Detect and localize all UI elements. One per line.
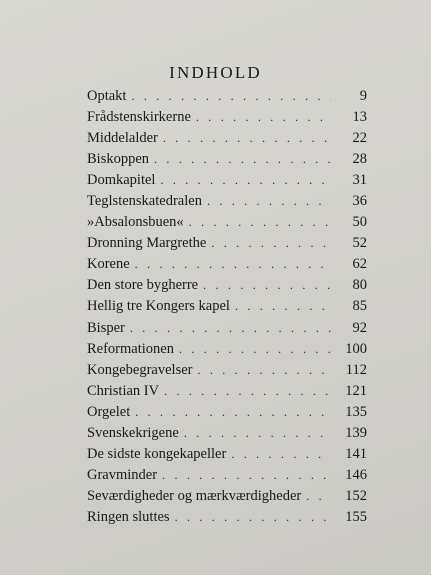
toc-entry-page-number: 121: [345, 382, 367, 399]
toc-entry: [87, 402, 367, 423]
toc-entry: [87, 149, 367, 170]
toc-entry: [87, 86, 367, 107]
toc-entry: [87, 233, 367, 254]
toc-leader-dots: [135, 254, 331, 275]
toc-entry: [87, 381, 367, 402]
toc-leader-dots: [175, 507, 331, 528]
toc-entry: [87, 296, 367, 317]
toc-leader-dots: [203, 275, 331, 296]
toc-leader-dots: [131, 86, 331, 107]
toc-entry-page-number: 52: [352, 235, 367, 252]
toc-leader-dots: [197, 360, 331, 381]
toc-entry-page-number: 13: [352, 109, 367, 126]
toc-entry-title: Korene: [87, 256, 130, 273]
toc-entry-title: Svenskekrigene: [87, 424, 179, 441]
toc-entry-page-number: 152: [345, 487, 367, 504]
toc-entry-page-number: 62: [352, 256, 367, 273]
toc-leader-dots: [164, 381, 331, 402]
toc-entry-title: Den store bygherre: [87, 277, 199, 294]
toc-entry: [87, 423, 367, 444]
toc-entry-title: De sidste kongekapeller: [87, 445, 227, 462]
toc-entry: [87, 170, 367, 191]
toc-entry: [87, 128, 367, 149]
toc-entry-title: Frådstenskirkerne: [87, 109, 191, 126]
toc-leader-dots: [135, 402, 331, 423]
toc-entry-title: Biskoppen: [87, 151, 150, 168]
toc-leader-dots: [160, 170, 331, 191]
toc-leader-dots: [231, 444, 331, 465]
toc-entry-title: Domkapitel: [87, 172, 156, 189]
toc-entry-page-number: 146: [345, 466, 367, 483]
toc-entry: [87, 486, 367, 507]
toc-entry-title: Reformationen: [87, 340, 174, 357]
toc-entry-title: Middelalder: [87, 130, 158, 147]
toc-leader-dots: [211, 233, 331, 254]
toc-leader-dots: [189, 212, 331, 233]
toc-entry: [87, 254, 367, 275]
toc-leader-dots: [306, 486, 331, 507]
toc-leader-dots: [130, 318, 331, 339]
toc-entry-title: Christian IV: [87, 382, 160, 399]
toc-entry-title: Dronning Margrethe: [87, 235, 207, 252]
toc-entry-title: Teglstenskatedralen: [87, 193, 202, 210]
page-title: INDHOLD: [169, 63, 262, 83]
toc-entry-page-number: 135: [345, 403, 367, 420]
toc-entry: [87, 191, 367, 212]
toc-entry-page-number: 100: [345, 340, 367, 357]
toc-entry-title: Bisper: [87, 319, 125, 336]
toc-entry-page-number: 36: [352, 193, 367, 210]
toc-entry: [87, 318, 367, 339]
toc-entry: [87, 444, 367, 465]
toc-entry-title: »Absalonsbuen«: [87, 214, 184, 231]
toc-entry-title: Ringen sluttes: [87, 508, 170, 525]
toc-entry-title: Optakt: [87, 88, 127, 104]
toc-leader-dots: [207, 191, 331, 212]
toc-entry-title: Kongebegravelser: [87, 361, 193, 378]
toc-entry-title: Seværdigheder og mærkværdigheder: [87, 487, 302, 504]
toc-entry-title: Orgelet: [87, 403, 131, 420]
toc-entry: [87, 339, 367, 360]
toc-entry-title: Hellig tre Kongers kapel: [87, 298, 230, 315]
toc-entry-page-number: 85: [352, 298, 367, 315]
toc-leader-dots: [184, 423, 331, 444]
toc-entry-page-number: 155: [345, 508, 367, 525]
toc-entry: [87, 275, 367, 296]
toc-entry: [87, 212, 367, 233]
toc-entry-page-number: 9: [359, 88, 367, 104]
toc-entry-page-number: 139: [345, 424, 367, 441]
toc-entry-page-number: 141: [345, 445, 367, 462]
toc-entry-page-number: 31: [352, 172, 367, 189]
toc-entry: [87, 465, 367, 486]
toc-entry-page-number: 92: [352, 319, 367, 336]
toc-entry-page-number: 50: [352, 214, 367, 231]
toc-entry-title: Gravminder: [87, 466, 158, 483]
toc-leader-dots: [162, 465, 331, 486]
toc-entry-page-number: 80: [352, 277, 367, 294]
table-of-contents: [87, 86, 367, 528]
toc-entry-page-number: 112: [345, 361, 367, 378]
toc-leader-dots: [179, 339, 331, 360]
toc-leader-dots: [163, 128, 331, 149]
toc-entry: [87, 360, 367, 381]
toc-leader-dots: [196, 107, 331, 128]
toc-entry-page-number: 28: [352, 151, 367, 168]
toc-entry: [87, 507, 367, 528]
toc-leader-dots: [235, 296, 331, 317]
toc-leader-dots: [154, 149, 331, 170]
toc-entry: [87, 107, 367, 128]
toc-entry-page-number: 22: [352, 130, 367, 147]
